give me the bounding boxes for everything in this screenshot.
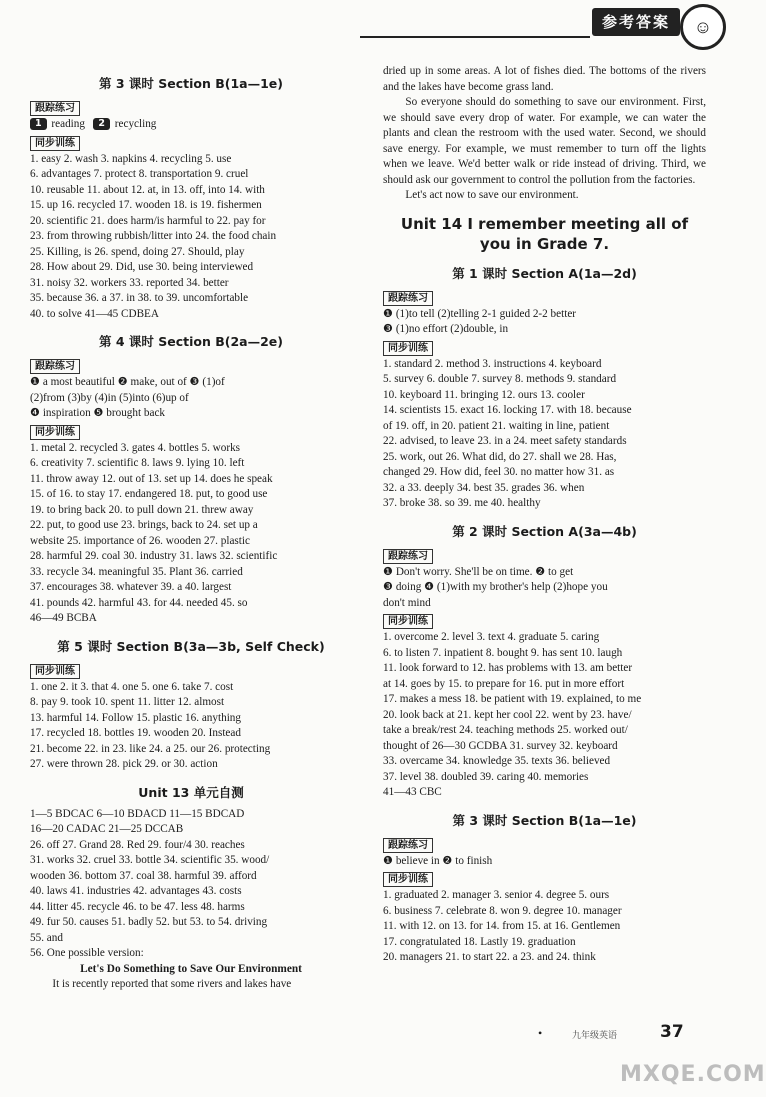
answer-text: recycling bbox=[114, 118, 157, 130]
answer-line: 16—20 CADAC 21—25 DCCAB bbox=[30, 823, 184, 835]
question-number-badge: 2 bbox=[93, 118, 110, 130]
section-box: 同步训练 bbox=[30, 425, 80, 440]
unit-title-line: Unit 14 I remember meeting all of bbox=[400, 214, 689, 233]
section-box: 跟踪练习 bbox=[383, 549, 433, 564]
page-header bbox=[0, 0, 750, 44]
section-box: 同步训练 bbox=[30, 136, 80, 151]
lesson-title: 第 4 课时 Section B(2a—2e) bbox=[98, 334, 283, 349]
answer-line: 55. and bbox=[30, 931, 63, 944]
watermark: MXQE.COM bbox=[620, 1062, 766, 1087]
header-rule bbox=[360, 36, 590, 38]
lesson-title: 第 5 课时 Section B(3a—3b, Self Check) bbox=[57, 638, 325, 654]
answer-line: 31. noisy 32. workers 33. reported 34. better bbox=[30, 276, 229, 289]
answer-line: ❶ (1)to tell (2)telling 2-1 guided 2-2 better bbox=[383, 307, 577, 320]
unit-test-title: Unit 13 单元自测 bbox=[138, 784, 244, 800]
answer-line: 15. up 16. recycled 17. wooden 18. is 19. fishermen bbox=[30, 199, 262, 211]
answer-line: (2)from (3)by (4)in (5)into (6)up of bbox=[30, 391, 189, 404]
answer-line: 41. pounds 42. harmful 43. for 44. needed 45. so bbox=[30, 596, 248, 609]
answer-line: 26. off 27. Grand 28. Red 29. four/4 30. reaches bbox=[30, 838, 245, 851]
answer-line: 17. recycled 18. bottles 19. wooden 20. Instead bbox=[30, 727, 241, 739]
unit-title bbox=[383, 214, 706, 254]
answer-line: 1. one 2. it 3. that 4. one 5. one 6. take 7. cost bbox=[30, 680, 234, 693]
essay-paragraph: dried up in some areas. A lot of fishes died. The bottoms of the rivers and the lakes have become grass land. bbox=[383, 65, 706, 93]
answer-line: 11. look forward to 12. has problems with 13. am better bbox=[383, 662, 633, 674]
answer-line: 25. work, out 26. What did, do 27. shall we 28. Has, bbox=[383, 450, 617, 463]
answer-list bbox=[30, 441, 352, 627]
answer-line: thought of 26—30 GCDBA 31. survey 32. keyboard bbox=[383, 739, 618, 752]
answer-line: 20. managers 21. to start 22. a 23. and 24. think bbox=[383, 951, 596, 963]
answer-line: 17. congratulated 18. Lastly 19. graduation bbox=[383, 935, 576, 948]
lesson-title: 第 1 课时 Section A(1a—2d) bbox=[452, 265, 637, 281]
lesson-title: 第 3 课时 Section B(1a—1e) bbox=[452, 812, 637, 828]
answer-line: 6. advantages 7. protect 8. transportation 9. cruel bbox=[30, 168, 249, 180]
answer-line: 22. put, to good use 23. brings, back to 24. set up a bbox=[30, 519, 258, 531]
answer-line: 40. laws 41. industries 42. advantages 43. costs bbox=[30, 885, 242, 897]
essay-paragraph: Let's act now to save our environment. bbox=[405, 189, 579, 201]
answer-list bbox=[30, 807, 352, 962]
answer-line: 35. because 36. a 37. in 38. to 39. uncomfortable bbox=[30, 292, 249, 304]
section-box: 同步训练 bbox=[383, 614, 433, 629]
page-footer bbox=[520, 1022, 730, 1048]
section-box: 跟踪练习 bbox=[383, 838, 433, 853]
header-emblem-icon: ☺ bbox=[680, 4, 726, 50]
answer-line: ❸ (1)no effort (2)double, in bbox=[383, 323, 509, 335]
answer-line: 33. recycle 34. meaningful 35. Plant 36. carried bbox=[30, 565, 243, 578]
footer-dot: • bbox=[538, 1026, 543, 1040]
answer-line: 27. were thrown 28. pick 29. or 30. action bbox=[30, 758, 218, 770]
answer-line: 25. Killing, is 26. spend, doing 27. Should, play bbox=[30, 245, 245, 258]
right-column bbox=[383, 64, 706, 966]
answer-line: 1. overcome 2. level 3. text 4. graduate 5. caring bbox=[383, 631, 600, 643]
answer-list bbox=[383, 854, 706, 870]
answer-line: at 14. goes by 15. to prepare for 16. put in more effort bbox=[383, 677, 625, 690]
answer-line: 11. throw away 12. out of 13. set up 14. does he speak bbox=[30, 472, 273, 485]
answer-line: 1—5 BDCAC 6—10 BDACD 11—15 BDCAD bbox=[30, 807, 245, 820]
answer-line: ❸ doing ❹ (1)with my brother's help (2)hope you bbox=[383, 581, 608, 593]
answer-line: 1. metal 2. recycled 3. gates 4. bottles 5. works bbox=[30, 441, 241, 454]
answer-line: 10. reusable 11. about 12. at, in 13. off, into 14. with bbox=[30, 183, 265, 196]
footer-grade: 九年级英语 bbox=[572, 1031, 618, 1041]
answer-line: ❶ Don't worry. She'll be on time. ❷ to get bbox=[383, 565, 574, 578]
answer-line: 23. from throwing rubbish/litter into 24. the food chain bbox=[30, 230, 277, 242]
answer-line: 17. makes a mess 18. be patient with 19. explained, to me bbox=[383, 693, 642, 705]
answer-line: 21. become 22. in 23. like 24. a 25. our 26. protecting bbox=[30, 742, 271, 755]
answer-line: ❹ inspiration ❺ brought back bbox=[30, 407, 166, 419]
answer-line: 15. of 16. to stay 17. endangered 18. put, to good use bbox=[30, 488, 268, 500]
answer-line: 13. harmful 14. Follow 15. plastic 16. anything bbox=[30, 711, 241, 724]
answer-line: of 19. off, in 20. patient 21. waiting in line, patient bbox=[383, 419, 610, 432]
answer-line: 6. to listen 7. inpatient 8. bought 9. has sent 10. laugh bbox=[383, 646, 623, 659]
section-box: 跟踪练习 bbox=[30, 359, 80, 374]
answer-line: 1. easy 2. wash 3. napkins 4. recycling 5. use bbox=[30, 152, 232, 165]
answer-line: 28. How about 29. Did, use 30. being interviewed bbox=[30, 261, 254, 273]
essay-title: Let's Do Something to Save Our Environment bbox=[80, 962, 302, 975]
answer-line: 8. pay 9. took 10. spent 11. litter 12. almost bbox=[30, 696, 225, 708]
answer-line: 10. keyboard 11. bringing 12. ours 13. cooler bbox=[383, 388, 585, 401]
question-number-badge: 1 bbox=[30, 118, 47, 130]
section-box: 同步训练 bbox=[383, 872, 433, 887]
answer-list bbox=[30, 680, 352, 773]
answer-line: 5. survey 6. double 7. survey 8. methods 9. standard bbox=[383, 373, 617, 385]
lesson-title: 第 3 课时 Section B(1a—1e) bbox=[98, 76, 283, 91]
answer-line: 37. broke 38. so 39. me 40. healthy bbox=[383, 497, 541, 509]
answer-line: 31. works 32. cruel 33. bottle 34. scientific 35. wood/ bbox=[30, 854, 270, 866]
answer-line: 11. with 12. on 13. for 14. from 15. at 16. Gentlemen bbox=[383, 920, 621, 932]
answer-list bbox=[383, 888, 706, 966]
answer-line: 6. business 7. celebrate 8. won 9. degree 10. manager bbox=[383, 904, 622, 917]
answer-line: 1. graduated 2. manager 3. senior 4. degree 5. ours bbox=[383, 889, 610, 901]
answer-line: 33. overcame 34. knowledge 35. texts 36. believed bbox=[383, 755, 611, 767]
answer-text: reading bbox=[51, 118, 85, 130]
answer-line: website 25. importance of 26. wooden 27. plastic bbox=[30, 534, 250, 547]
answer-line: 6. creativity 7. scientific 8. laws 9. lying 10. left bbox=[30, 457, 245, 469]
answer-line: don't mind bbox=[383, 596, 431, 609]
answer-line: ❶ believe in ❷ to finish bbox=[383, 854, 493, 867]
answer-list bbox=[30, 152, 352, 323]
answer-list bbox=[30, 375, 352, 422]
answer-line: 37. level 38. doubled 39. caring 40. memories bbox=[383, 770, 589, 783]
header-tag: 参考答案 bbox=[592, 8, 680, 36]
answer-line: 41—43 CBC bbox=[383, 786, 442, 798]
answer-line: 46—49 BCBA bbox=[30, 612, 97, 624]
left-column bbox=[30, 64, 352, 993]
answer-line: 32. a 33. deeply 34. best 35. grades 36. when bbox=[383, 481, 585, 494]
answer-list bbox=[383, 307, 706, 338]
answer-line: 37. encourages 38. whatever 39. a 40. largest bbox=[30, 581, 232, 593]
section-box: 同步训练 bbox=[383, 341, 433, 356]
answer-line: wooden 36. bottom 37. coal 38. harmful 39. afford bbox=[30, 869, 257, 882]
answer-line: 14. scientists 15. exact 16. locking 17. with 18. because bbox=[383, 404, 632, 416]
answer-line: 20. look back at 21. kept her cool 22. went by 23. have/ bbox=[383, 708, 632, 721]
answer-line: 20. scientific 21. does harm/is harmful to 22. pay for bbox=[30, 214, 266, 227]
answer-list bbox=[383, 630, 706, 801]
answer-list bbox=[383, 357, 706, 512]
answer-list bbox=[383, 565, 706, 612]
page-number: 37 bbox=[660, 1022, 684, 1042]
answer-line: 1. standard 2. method 3. instructions 4. keyboard bbox=[383, 357, 602, 370]
answer-line: take a break/rest 24. teaching methods 25. worked out/ bbox=[383, 724, 628, 736]
answer-line bbox=[30, 117, 352, 133]
answer-line: 22. advised, to leave 23. in a 24. meet safety standards bbox=[383, 435, 627, 447]
section-box: 跟踪练习 bbox=[30, 101, 80, 116]
section-box: 同步训练 bbox=[30, 664, 80, 679]
answer-line: 49. fur 50. causes 51. badly 52. but 53. to 54. driving bbox=[30, 916, 268, 928]
answer-line: 19. to bring back 20. to pull down 21. threw away bbox=[30, 503, 254, 516]
answer-line: 44. litter 45. recycle 46. to be 47. less 48. harms bbox=[30, 900, 245, 913]
answer-line: changed 29. How did, feel 30. no matter how 31. as bbox=[383, 466, 615, 478]
essay-paragraph: So everyone should do something to save our environment. First, we should save every drop of water. For example, we can water the plants and clean the restroom with the used water. Second, we should save energy. For example, we must remember to turn off the lights when we leave. We'd better walk or ride instead of driving. Third, we should ask our government to control the pollution from the factories. bbox=[383, 96, 706, 186]
answer-line: 28. harmful 29. coal 30. industry 31. laws 32. scientific bbox=[30, 550, 278, 562]
essay-paragraph: It is recently reported that some rivers and lakes have bbox=[52, 978, 292, 990]
unit-title-line: you in Grade 7. bbox=[479, 234, 610, 253]
lesson-title: 第 2 课时 Section A(3a—4b) bbox=[452, 523, 637, 539]
answer-line: 40. to solve 41—45 CDBEA bbox=[30, 307, 159, 320]
answer-line: 56. One possible version: bbox=[30, 947, 144, 959]
answer-line: ❶ a most beautiful ❷ make, out of ❸ (1)of bbox=[30, 376, 225, 388]
section-box: 跟踪练习 bbox=[383, 291, 433, 306]
